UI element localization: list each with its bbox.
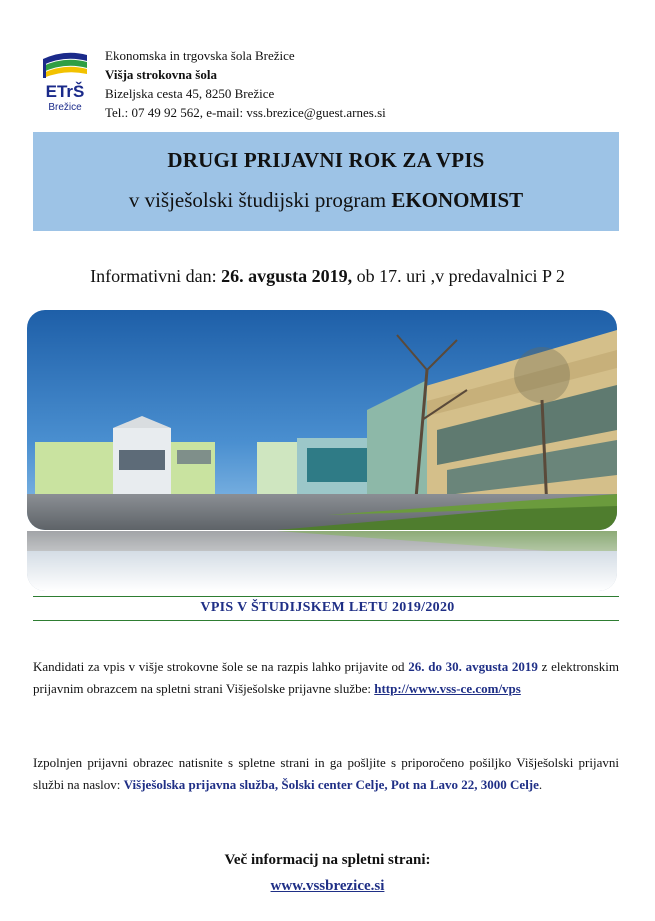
school-logo [35, 45, 95, 115]
logo-subtext: Brežice [48, 102, 82, 113]
banner-subtitle [33, 188, 619, 213]
mail-paragraph [33, 752, 619, 796]
info-day-line [0, 266, 655, 287]
info-day-details: ob 17. uri ,v predavalnici P 2 [356, 266, 565, 286]
school-address: Bizeljska cesta 45, 8250 Brežice [105, 86, 275, 101]
p2-address: Višješolska prijavna služba, Šolski center Celje, Pot na Lavo 22, 3000 Celje [123, 777, 539, 792]
title-banner [33, 132, 619, 231]
p1-dates: 26. do 30. avgusta 2019 [408, 659, 538, 674]
school-contact: Tel.: 07 49 92 562, e-mail: vss.brezice@guest.arnes.si [105, 105, 386, 120]
info-day-date: 26. avgusta 2019, [221, 266, 353, 286]
vps-link[interactable]: http://www.vss-ce.com/vps [374, 681, 521, 696]
section-top-rule [33, 596, 619, 597]
p1-text-after: z elektronskim prijavnim obrazcem na spletni strani Višješolske prijavne službe: [33, 659, 620, 696]
more-info-label: Več informacij na spletni strani: [224, 852, 431, 868]
website-link[interactable]: www.vssbrezice.si [270, 878, 385, 894]
school-name: Ekonomska in trgovska šola Brežice [105, 48, 295, 63]
photo-reflection [27, 531, 617, 591]
more-info-link-wrap [0, 878, 655, 895]
logo-text: ETrŠ [45, 82, 85, 101]
school-building-photo [27, 310, 617, 530]
p2-end: . [538, 777, 543, 792]
section-bottom-rule [33, 620, 619, 621]
p1-text-before: Kandidati za vpis v višje strokovne šole se na razpis lahko prijavite od [33, 659, 405, 674]
department-name: Višja strokovna šola [105, 67, 217, 82]
registration-paragraph [33, 656, 619, 700]
banner-title: DRUGI PRIJAVNI ROK ZA VPIS [167, 148, 485, 172]
info-day-label: Informativni dan: [90, 266, 217, 286]
school-header [105, 46, 386, 122]
p2-text: Izpolnjen prijavni obrazec natisnite s spletne strani in ga pošljite s priporočeno pošiljko Višješolski prijavni službi na naslov: [33, 755, 619, 792]
banner-subtitle-prefix: v višješolski študijski program [128, 188, 387, 212]
banner-program: EKONOMIST [391, 188, 524, 212]
section-title: VPIS V ŠTUDIJSKEM LETU 2019/2020 [200, 600, 455, 615]
